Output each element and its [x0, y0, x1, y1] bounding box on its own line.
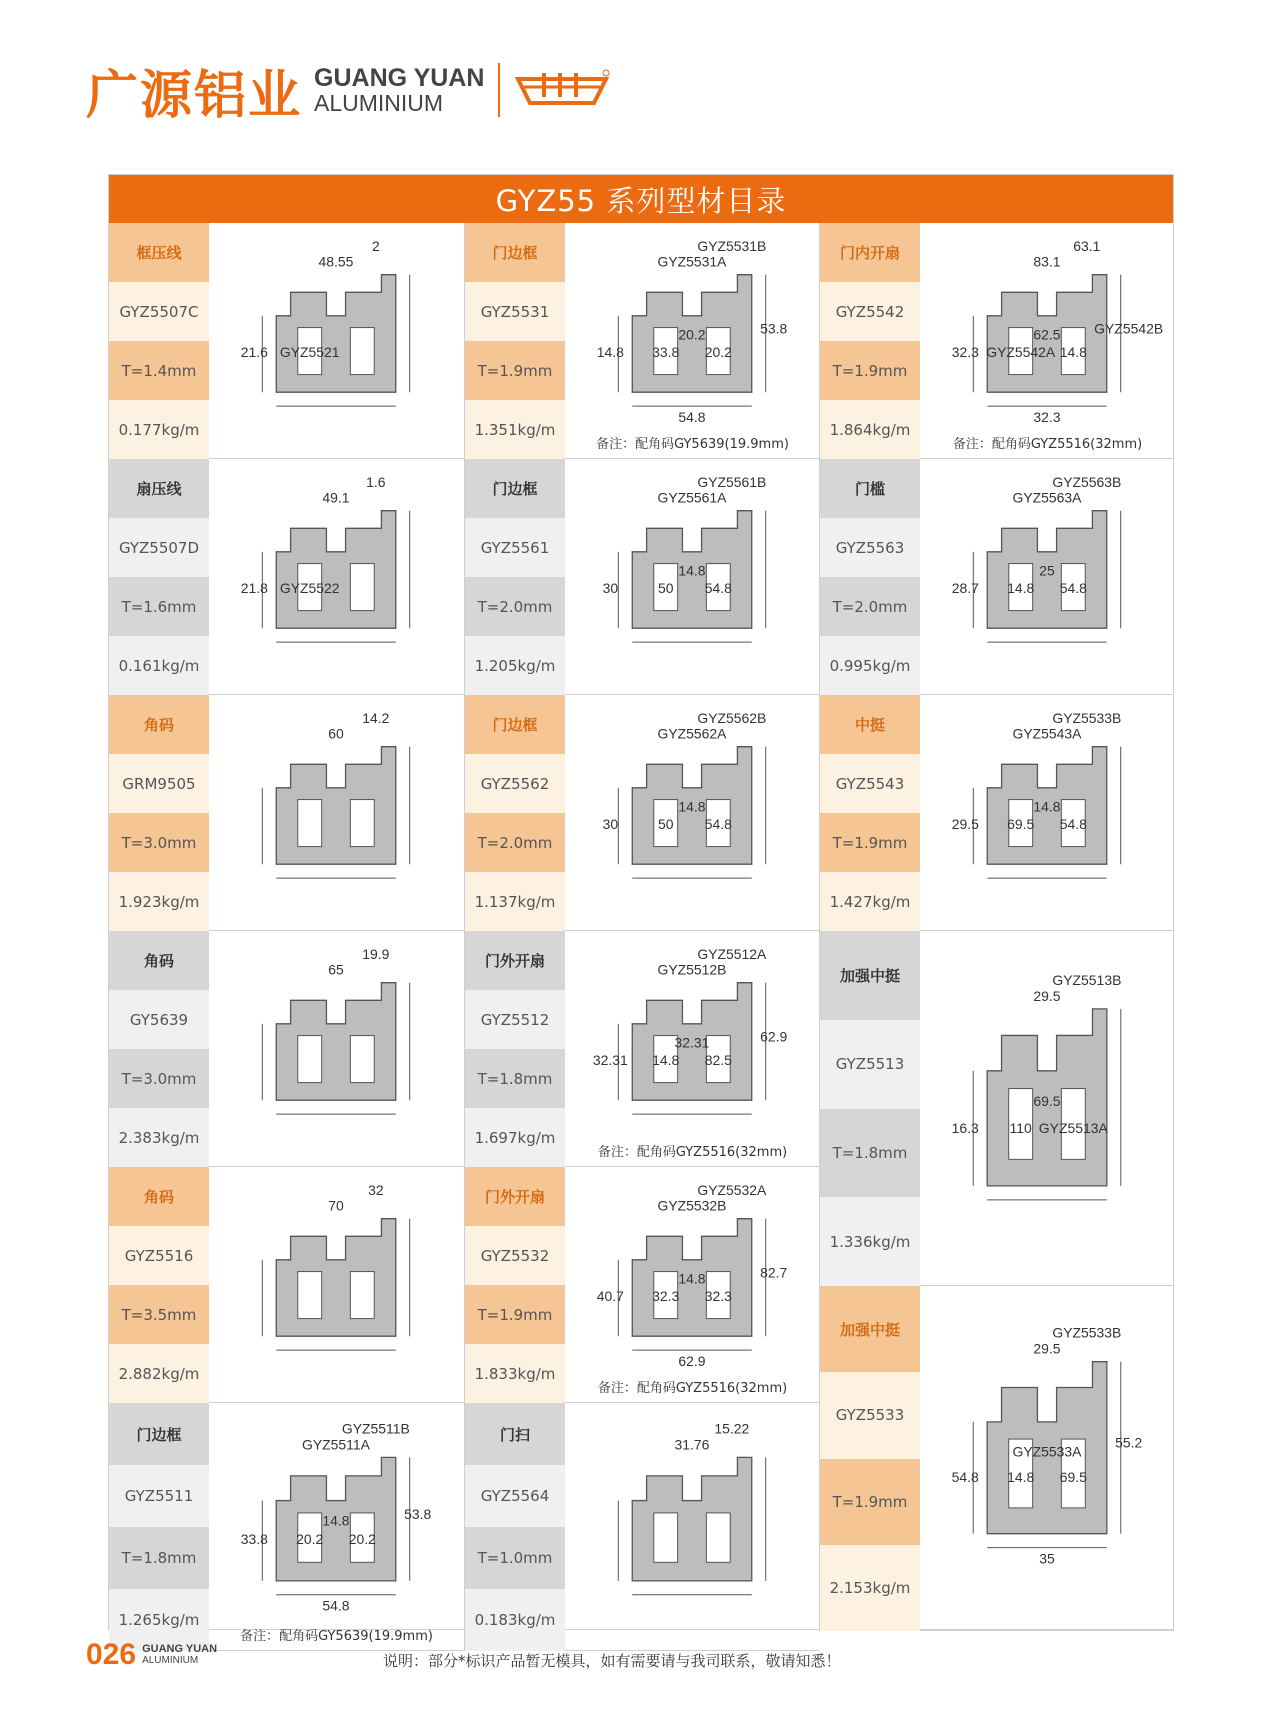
- dimension-label: 20.2: [296, 1530, 324, 1547]
- profile-name: 加强中挺: [820, 931, 920, 1020]
- profile-name: 门槛: [820, 459, 920, 518]
- profile-name: 角码: [109, 1167, 209, 1226]
- profile-cross-section-drawing: [565, 1167, 820, 1402]
- dimension-label: 70: [328, 1197, 344, 1214]
- dimension-label: 49.1: [322, 489, 350, 506]
- profile-cavity: [706, 1513, 730, 1562]
- page-number: 026: [86, 1638, 137, 1671]
- profile-cross-section-drawing: [565, 695, 820, 930]
- profile-thickness: T=1.9mm: [820, 813, 920, 872]
- profile-code: GYZ5533: [820, 1372, 920, 1458]
- profile-code: GYZ5543: [820, 754, 920, 813]
- profile-shape: [276, 747, 395, 865]
- profile-info-labels: [109, 931, 209, 1166]
- profile-weight: 0.161kg/m: [109, 636, 209, 695]
- profile-cell: [464, 223, 819, 459]
- profile-drawing: [920, 223, 1175, 458]
- profile-weight: 2.153kg/m: [820, 1545, 920, 1631]
- profile-name: 门内开扇: [820, 223, 920, 282]
- profile-info-labels: [109, 459, 209, 694]
- profile-drawing: [209, 223, 464, 458]
- profile-cell: [109, 223, 464, 459]
- dimension-label: 14.8: [678, 1270, 706, 1287]
- dimension-label: 25: [1039, 562, 1055, 579]
- profile-cavity: [350, 800, 374, 847]
- profile-cross-section-drawing: [209, 695, 464, 930]
- profile-thickness: T=1.8mm: [109, 1527, 209, 1589]
- profile-cross-section-drawing: [209, 1167, 464, 1402]
- profile-info-labels: [109, 1167, 209, 1402]
- dimension-label: 29.5: [1033, 1340, 1061, 1357]
- dimension-label: 14.8: [678, 798, 706, 815]
- dimension-label: 28.7: [951, 579, 979, 596]
- profile-drawing: [209, 1167, 464, 1402]
- dimension-label: 50: [657, 815, 674, 832]
- profile-info-labels: [820, 459, 920, 694]
- profile-weight: 1.833kg/m: [465, 1344, 565, 1403]
- dimension-label: 69.5: [1059, 1469, 1087, 1486]
- profile-cross-section-drawing: [920, 931, 1175, 1285]
- dimension-label: 40.7: [596, 1287, 624, 1304]
- dimension-label: 14.8: [322, 1512, 350, 1529]
- profile-cell: [819, 223, 1174, 459]
- dimension-label: 29.5: [1033, 987, 1061, 1004]
- dimension-label: GYZ5513B: [1052, 971, 1122, 988]
- profile-cavity: [298, 1272, 322, 1319]
- profile-shape: [276, 275, 395, 393]
- page-header: [86, 55, 610, 125]
- dimension-label: 32.31: [592, 1051, 628, 1068]
- dimension-label: 83.1: [1033, 253, 1061, 270]
- profile-weight: 1.205kg/m: [465, 636, 565, 695]
- profile-name: 中挺: [820, 695, 920, 754]
- profile-note: 备注：配角码GYZ5516(32mm): [597, 1381, 788, 1396]
- dimension-label: 63.1: [1073, 237, 1101, 254]
- footer-brand-line1: GUANG YUAN: [142, 1642, 218, 1655]
- dimension-label: 69.5: [1007, 815, 1035, 832]
- profile-code: GYZ5564: [465, 1465, 565, 1527]
- footer-brand: [142, 1644, 217, 1666]
- profile-name: 门外开扇: [465, 1167, 565, 1226]
- dimension-label: GYZ5532B: [657, 1197, 727, 1214]
- dimension-label: 33.8: [652, 343, 680, 360]
- profile-cavity: [654, 1513, 678, 1562]
- profile-note: 备注：配角码GYZ5516(32mm): [597, 1145, 788, 1160]
- profile-note: 备注：配角码GY5639(19.9mm): [240, 1629, 433, 1644]
- dimension-label: 53.8: [404, 1506, 432, 1523]
- dimension-label: 65: [328, 961, 344, 978]
- profile-weight: 2.383kg/m: [109, 1108, 209, 1167]
- profile-code: GYZ5516: [109, 1226, 209, 1285]
- profile-thickness: T=2.0mm: [820, 577, 920, 636]
- dimension-label: 62.9: [760, 1028, 788, 1045]
- dimension-label: 14.8: [1033, 798, 1061, 815]
- profile-drawing: [209, 931, 464, 1166]
- dimension-label: GYZ5522: [279, 579, 340, 596]
- profile-shape: [632, 1457, 752, 1581]
- profile-weight: 1.427kg/m: [820, 872, 920, 931]
- profile-cross-section-drawing: [920, 223, 1175, 458]
- profile-info-labels: [465, 223, 565, 458]
- dimension-label: 82.7: [760, 1264, 788, 1281]
- profile-drawing: [920, 931, 1175, 1285]
- dimension-label: 54.8: [704, 579, 732, 596]
- dimension-label: 14.8: [596, 343, 624, 360]
- profile-name: 角码: [109, 931, 209, 990]
- profile-thickness: T=1.9mm: [820, 341, 920, 400]
- dimension-label: 48.55: [318, 253, 354, 270]
- profile-code: GYZ5507C: [109, 282, 209, 341]
- profile-weight: 1.923kg/m: [109, 872, 209, 931]
- dimension-label: 19.9: [362, 945, 390, 962]
- profile-code: GYZ5542: [820, 282, 920, 341]
- profile-code: GYZ5561: [465, 518, 565, 577]
- profile-code: GYZ5507D: [109, 518, 209, 577]
- profile-code: GRM9505: [109, 754, 209, 813]
- profile-weight: 0.995kg/m: [820, 636, 920, 695]
- profile-name: 门边框: [465, 459, 565, 518]
- profile-code: GYZ5512: [465, 990, 565, 1049]
- profile-weight: 1.697kg/m: [465, 1108, 565, 1167]
- profile-name: 门边框: [109, 1403, 209, 1465]
- profile-note: 备注：配角码GY5639(19.9mm): [596, 437, 789, 452]
- dimension-label: 2: [371, 237, 380, 254]
- profile-thickness: T=2.0mm: [465, 577, 565, 636]
- dimension-label: 54.8: [1059, 579, 1087, 596]
- profile-cell: [464, 695, 819, 931]
- profile-cavity: [350, 1036, 374, 1083]
- profile-cell: [109, 459, 464, 695]
- profile-cross-section-drawing: [920, 459, 1175, 694]
- dimension-label: 20.2: [678, 326, 706, 343]
- profile-catalog-table: [108, 174, 1174, 1644]
- profile-info-labels: [109, 695, 209, 930]
- profile-cell: [464, 459, 819, 695]
- profile-code: GYZ5532: [465, 1226, 565, 1285]
- dimension-label: 14.8: [1059, 343, 1087, 360]
- dimension-label: GYZ5512B: [657, 961, 727, 978]
- profile-name: 扇压线: [109, 459, 209, 518]
- dimension-label: 14.2: [362, 709, 390, 726]
- profile-thickness: T=3.0mm: [109, 813, 209, 872]
- profile-info-labels: [820, 223, 920, 458]
- dimension-label: 82.5: [704, 1051, 732, 1068]
- profile-weight: 1.336kg/m: [820, 1197, 920, 1286]
- profile-info-labels: [465, 695, 565, 930]
- dimension-label: 110: [1009, 1119, 1032, 1136]
- profile-info-labels: [109, 223, 209, 458]
- profile-shape: [276, 511, 395, 629]
- profile-weight: 0.177kg/m: [109, 400, 209, 459]
- profile-weight: 1.137kg/m: [465, 872, 565, 931]
- dimension-label: GYZ5532A: [697, 1181, 767, 1198]
- brand-chinese-name: 广源铝业: [86, 65, 303, 126]
- profile-cross-section-drawing: [209, 931, 464, 1166]
- profile-name: 角码: [109, 695, 209, 754]
- profile-thickness: T=1.0mm: [465, 1527, 565, 1589]
- dimension-label: GYZ5563A: [1012, 489, 1082, 506]
- company-logo-icon: [514, 67, 610, 113]
- profile-weight: 1.864kg/m: [820, 400, 920, 459]
- profile-info-labels: [820, 931, 920, 1285]
- dimension-label: GYZ5561B: [697, 473, 767, 490]
- dimension-label: 14.8: [652, 1051, 680, 1068]
- profile-cross-section-drawing: [209, 1403, 464, 1650]
- dimension-label: 62.9: [678, 1353, 706, 1370]
- profile-drawing: [565, 1403, 820, 1650]
- dimension-label: GYZ5533B: [1052, 709, 1122, 726]
- profile-cross-section-drawing: [209, 459, 464, 694]
- profile-thickness: T=1.9mm: [465, 1285, 565, 1344]
- profile-info-labels: [820, 1286, 920, 1630]
- profile-cell: [819, 695, 1174, 931]
- profile-cell: [109, 931, 464, 1167]
- profile-thickness: T=1.6mm: [109, 577, 209, 636]
- dimension-label: 30: [602, 579, 619, 596]
- profile-cell: [109, 1403, 464, 1651]
- dimension-label: 32.3: [652, 1287, 680, 1304]
- profile-cavity: [350, 328, 374, 375]
- dimension-label: 32.3: [1033, 409, 1061, 426]
- dimension-label: 54.8: [678, 409, 706, 426]
- profile-info-labels: [465, 1403, 565, 1650]
- profile-cell: [464, 1167, 819, 1403]
- profile-cell: [109, 695, 464, 931]
- dimension-label: 14.8: [1007, 579, 1035, 596]
- dimension-label: 32: [368, 1181, 384, 1198]
- dimension-label: 69.5: [1033, 1093, 1061, 1110]
- dimension-label: 62.5: [1033, 326, 1061, 343]
- profile-drawing: [920, 695, 1175, 930]
- dimension-label: 1.6: [366, 473, 386, 490]
- profile-thickness: T=3.5mm: [109, 1285, 209, 1344]
- dimension-label: GYZ5511B: [341, 1420, 410, 1437]
- profile-cross-section-drawing: [565, 1403, 820, 1650]
- profile-info-labels: [465, 459, 565, 694]
- profile-drawing: [920, 459, 1175, 694]
- dimension-label: 20.2: [348, 1530, 376, 1547]
- profile-drawing: [565, 1167, 820, 1402]
- catalog-title: GYZ55 系列型材目录: [109, 175, 1173, 223]
- dimension-label: 29.5: [951, 815, 979, 832]
- profile-weight: 0.183kg/m: [465, 1589, 565, 1651]
- dimension-label: 21.8: [240, 579, 268, 596]
- profile-cross-section-drawing: [920, 1286, 1175, 1630]
- dimension-label: 14.8: [1007, 1469, 1035, 1486]
- profile-name: 门边框: [465, 695, 565, 754]
- profile-cell: [819, 1286, 1174, 1631]
- dimension-label: GYZ5533A: [1012, 1443, 1082, 1460]
- dimension-label: 32.3: [951, 343, 979, 360]
- dimension-label: 54.8: [322, 1597, 350, 1614]
- profile-shape: [276, 983, 395, 1100]
- dimension-label: 15.22: [714, 1420, 750, 1437]
- profile-cavity: [298, 1036, 322, 1083]
- profile-drawing: [565, 695, 820, 930]
- dimension-label: 32.3: [704, 1287, 732, 1304]
- profile-shape: [276, 1219, 395, 1337]
- profile-drawing: [565, 931, 820, 1166]
- profile-code: GYZ5511: [109, 1465, 209, 1527]
- profile-name: 门边框: [465, 223, 565, 282]
- profile-drawing: [209, 459, 464, 694]
- dimension-label: GYZ5531B: [697, 237, 767, 254]
- profile-cross-section-drawing: [565, 459, 820, 694]
- profile-thickness: T=1.8mm: [465, 1049, 565, 1108]
- brand-english-name: [314, 65, 484, 115]
- dimension-label: 31.76: [674, 1436, 710, 1453]
- dimension-label: GYZ5542B: [1094, 320, 1164, 337]
- profile-cavity: [350, 1272, 374, 1319]
- dimension-label: GYZ5513A: [1038, 1119, 1108, 1136]
- profile-code: GYZ5562: [465, 754, 565, 813]
- profile-info-labels: [465, 1167, 565, 1402]
- profile-info-labels: [820, 695, 920, 930]
- dimension-label: 30: [602, 815, 619, 832]
- dimension-label: GYZ5531A: [657, 253, 727, 270]
- profile-cavity: [350, 564, 374, 611]
- profile-weight: 2.882kg/m: [109, 1344, 209, 1403]
- profile-cavity: [298, 800, 322, 847]
- dimension-label: GYZ5562B: [697, 709, 767, 726]
- profile-name: 框压线: [109, 223, 209, 282]
- dimension-label: GYZ5562A: [657, 725, 727, 742]
- profile-info-labels: [109, 1403, 209, 1650]
- profile-cross-section-drawing: [565, 931, 820, 1166]
- footer-brand-line2: ALUMINIUM: [142, 1654, 199, 1666]
- dimension-label: 54.8: [951, 1469, 979, 1486]
- profile-drawing: [209, 695, 464, 930]
- profile-drawing: [565, 223, 820, 458]
- dimension-label: 16.3: [951, 1119, 979, 1136]
- brand-en-line1: GUANG YUAN: [314, 63, 485, 92]
- profile-weight: 1.265kg/m: [109, 1589, 209, 1651]
- dimension-label: GYZ5561A: [657, 489, 727, 506]
- dimension-label: 20.2: [704, 343, 732, 360]
- dimension-label: 21.6: [240, 343, 268, 360]
- profile-thickness: T=3.0mm: [109, 1049, 209, 1108]
- dimension-label: 54.8: [1059, 815, 1087, 832]
- profile-code: GY5639: [109, 990, 209, 1049]
- dimension-label: 50: [657, 579, 674, 596]
- dimension-label: GYZ5533B: [1052, 1324, 1122, 1341]
- dimension-label: GYZ5511A: [302, 1436, 370, 1453]
- profile-thickness: T=1.9mm: [465, 341, 565, 400]
- dimension-label: 32.31: [674, 1034, 710, 1051]
- dimension-label: GYZ5542A: [986, 343, 1056, 360]
- dimension-label: 54.8: [704, 815, 732, 832]
- dimension-label: GYZ5543A: [1012, 725, 1082, 742]
- profile-cell: [464, 931, 819, 1167]
- profile-cross-section-drawing: [565, 223, 820, 458]
- profile-note: 备注：配角码GYZ5516(32mm): [952, 437, 1143, 452]
- dimension-label: 35: [1039, 1550, 1055, 1567]
- profile-thickness: T=1.9mm: [820, 1459, 920, 1545]
- profile-cell: [819, 931, 1174, 1286]
- profile-code: GYZ5513: [820, 1020, 920, 1109]
- dimension-label: 14.8: [678, 562, 706, 579]
- profile-drawing: [565, 459, 820, 694]
- profile-thickness: T=1.4mm: [109, 341, 209, 400]
- profile-weight: 1.351kg/m: [465, 400, 565, 459]
- profile-thickness: T=1.8mm: [820, 1109, 920, 1198]
- profile-thickness: T=2.0mm: [465, 813, 565, 872]
- profile-name: 门扫: [465, 1403, 565, 1465]
- dimension-label: 60: [328, 725, 344, 742]
- profile-name: 门外开扇: [465, 931, 565, 990]
- profile-cross-section-drawing: [209, 223, 464, 458]
- profile-cell: [464, 1403, 819, 1651]
- footer-note: 说明：部分*标识产品暂无模具，如有需要请与我司联系，敬请知悉！: [383, 1652, 841, 1670]
- dimension-label: 33.8: [240, 1530, 268, 1547]
- dimension-label: GYZ5512A: [697, 945, 767, 962]
- profile-cell: [109, 1167, 464, 1403]
- page-footer: [86, 1638, 217, 1672]
- profile-name: 加强中挺: [820, 1286, 920, 1372]
- profile-drawing: [920, 1286, 1175, 1630]
- brand-separator: [498, 63, 500, 117]
- profile-cell: [819, 459, 1174, 695]
- brand-en-line2: ALUMINIUM: [314, 90, 444, 117]
- profile-cross-section-drawing: [920, 695, 1175, 930]
- dimension-label: 55.2: [1115, 1434, 1143, 1451]
- dimension-label: GYZ5563B: [1052, 473, 1122, 490]
- dimension-label: 53.8: [760, 320, 788, 337]
- dimension-label: GYZ5521: [279, 343, 340, 360]
- profile-drawing: [209, 1403, 464, 1650]
- profile-code: GYZ5531: [465, 282, 565, 341]
- profile-info-labels: [465, 931, 565, 1166]
- profile-code: GYZ5563: [820, 518, 920, 577]
